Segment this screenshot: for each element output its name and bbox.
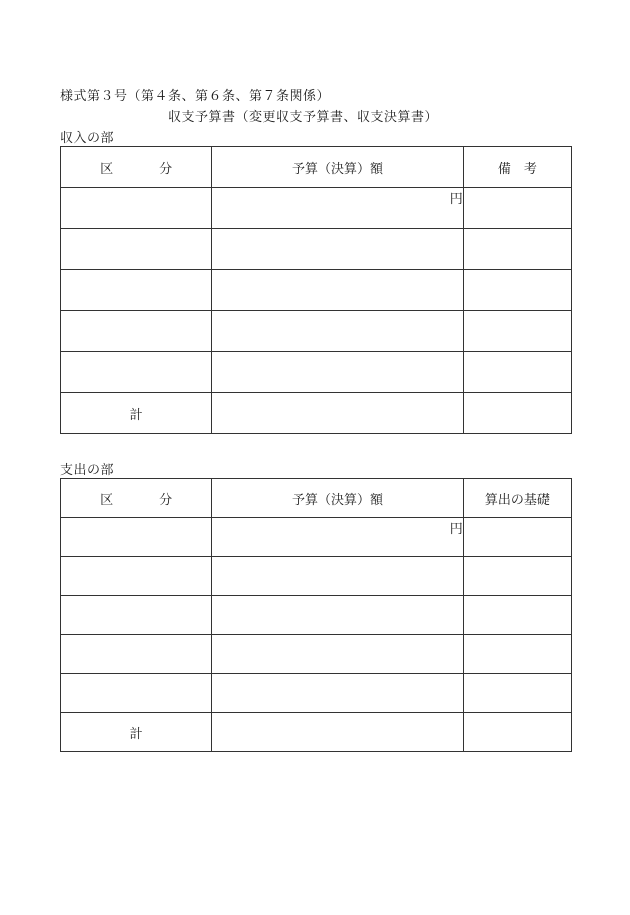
table-row: [61, 229, 572, 270]
table-row: [61, 674, 572, 713]
income-total-row: [61, 393, 572, 434]
income-category-cell[interactable]: [61, 229, 212, 270]
table-row: [61, 557, 572, 596]
expense-category-cell[interactable]: [61, 518, 212, 557]
income-total-label: 計: [61, 393, 212, 434]
table-row: [61, 635, 572, 674]
expense-amount-cell[interactable]: [212, 596, 463, 635]
expense-category-cell[interactable]: [61, 635, 212, 674]
expense-amount-cell[interactable]: [212, 557, 463, 596]
income-category-cell[interactable]: [61, 270, 212, 311]
expense-basis-cell[interactable]: [463, 596, 571, 635]
income-amount-cell[interactable]: [212, 311, 463, 352]
table-row: [61, 270, 572, 311]
expense-category-header: 区 分: [61, 479, 212, 518]
income-category-header: 区 分: [61, 147, 212, 188]
table-row: [61, 352, 572, 393]
expense-basis-cell[interactable]: [463, 635, 571, 674]
expense-amount-cell[interactable]: 円: [212, 518, 463, 557]
expense-basis-cell[interactable]: [463, 518, 571, 557]
income-category-cell[interactable]: [61, 188, 212, 229]
income-section-label: 収入の部: [60, 131, 115, 146]
expense-amount-cell[interactable]: [212, 674, 463, 713]
expense-total-label: 計: [61, 713, 212, 752]
expense-total-amount-cell[interactable]: [212, 713, 463, 752]
income-note-header: 備 考: [463, 147, 571, 188]
expense-amount-header: 予算（決算）額: [212, 479, 463, 518]
expense-total-basis-cell[interactable]: [463, 713, 571, 752]
expense-category-cell[interactable]: [61, 674, 212, 713]
income-note-cell[interactable]: [463, 229, 571, 270]
income-amount-cell[interactable]: [212, 352, 463, 393]
document-title: 収支予算書（変更収支予算書、収支決算書）: [168, 110, 439, 125]
table-row: [61, 311, 572, 352]
income-total-note-cell[interactable]: [463, 393, 571, 434]
income-amount-cell[interactable]: [212, 229, 463, 270]
expense-category-cell[interactable]: [61, 557, 212, 596]
income-note-cell[interactable]: [463, 352, 571, 393]
income-note-cell[interactable]: [463, 311, 571, 352]
income-category-cell[interactable]: [61, 352, 212, 393]
expense-section-label: 支出の部: [60, 463, 115, 478]
income-category-cell[interactable]: [61, 311, 212, 352]
table-row: [61, 596, 572, 635]
income-amount-cell[interactable]: [212, 270, 463, 311]
table-row: [61, 518, 572, 557]
form-number: 様式第３号（第４条、第６条、第７条関係）: [60, 89, 331, 104]
expense-amount-cell[interactable]: [212, 635, 463, 674]
table-row: [61, 188, 572, 229]
income-amount-header: 予算（決算）額: [212, 147, 463, 188]
expense-basis-cell[interactable]: [463, 557, 571, 596]
expense-table: [60, 478, 572, 752]
income-total-amount-cell[interactable]: [212, 393, 463, 434]
income-table: [60, 146, 572, 434]
expense-header-row: [61, 479, 572, 518]
expense-category-cell[interactable]: [61, 596, 212, 635]
income-note-cell[interactable]: [463, 270, 571, 311]
expense-basis-header: 算出の基礎: [463, 479, 571, 518]
income-note-cell[interactable]: [463, 188, 571, 229]
expense-basis-cell[interactable]: [463, 674, 571, 713]
income-header-row: [61, 147, 572, 188]
expense-total-row: [61, 713, 572, 752]
income-amount-cell[interactable]: 円: [212, 188, 463, 229]
